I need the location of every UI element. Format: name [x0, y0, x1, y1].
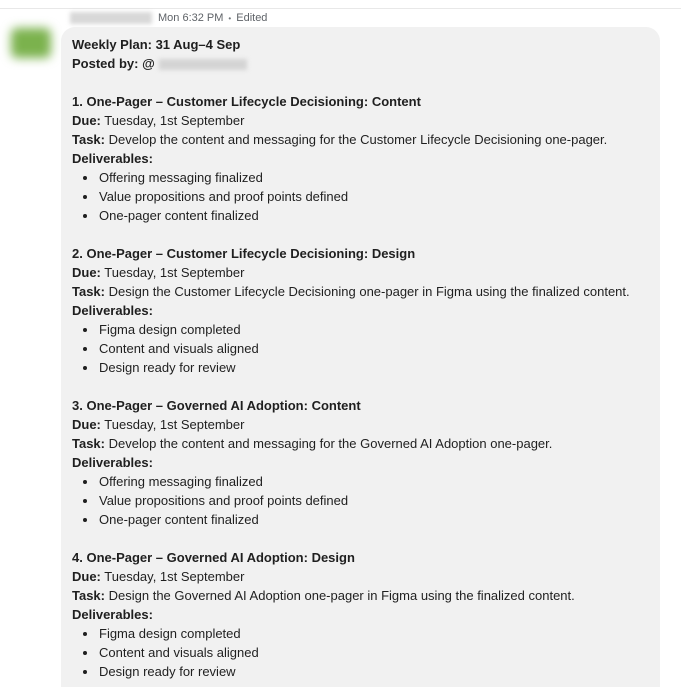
plan-item — [72, 396, 657, 529]
item-due: Due: Tuesday, 1st September — [72, 417, 245, 432]
message-time[interactable]: Mon 6:32 PM — [158, 12, 224, 24]
list-item: Offering messaging finalized — [99, 168, 657, 187]
deliverables-label: Deliverables: — [72, 303, 153, 318]
item-task: Task: Design the Customer Lifecycle Decisioning one-pager in Figma using the finalized content. — [72, 284, 630, 299]
posted-by: Posted by: @ — [72, 54, 657, 73]
item-due: Due: Tuesday, 1st September — [72, 113, 245, 128]
item-task: Task: Develop the content and messaging for the Customer Lifecycle Decisioning one-pager. — [72, 132, 608, 147]
avatar[interactable] — [11, 28, 51, 58]
mention-handle-redacted[interactable] — [159, 59, 247, 70]
item-due: Due: Tuesday, 1st September — [72, 265, 245, 280]
mention[interactable]: @ — [142, 56, 155, 71]
deliverables-list — [72, 320, 657, 377]
deliverables-label: Deliverables: — [72, 151, 153, 166]
edited-label: Edited — [236, 12, 268, 24]
list-item: One-pager content finalized — [99, 510, 657, 529]
list-item: Value propositions and proof points defined — [99, 491, 657, 510]
item-heading: 1. One-Pager – Customer Lifecycle Decisioning: Content — [72, 94, 421, 109]
list-item: Design ready for review — [99, 662, 657, 681]
plan-item — [72, 244, 657, 377]
plan-title: Weekly Plan: 31 Aug–4 Sep — [72, 37, 241, 52]
list-item: Content and visuals aligned — [99, 339, 657, 358]
deliverables-list — [72, 168, 657, 225]
deliverables-list — [72, 472, 657, 529]
list-item: Figma design completed — [99, 320, 657, 339]
top-divider — [0, 0, 681, 9]
item-heading: 2. One-Pager – Customer Lifecycle Decisioning: Design — [72, 246, 416, 261]
message-meta — [70, 11, 267, 25]
list-item: Offering messaging finalized — [99, 472, 657, 491]
list-item: Figma design completed — [99, 624, 657, 643]
message-body — [72, 35, 657, 681]
item-heading: 4. One-Pager – Governed AI Adoption: Design — [72, 550, 355, 565]
plan-item — [72, 92, 657, 225]
item-task: Task: Develop the content and messaging for the Governed AI Adoption one-pager. — [72, 436, 553, 451]
sender-name-redacted[interactable] — [70, 12, 152, 24]
list-item: Design ready for review — [99, 358, 657, 377]
deliverables-label: Deliverables: — [72, 607, 153, 622]
item-task: Task: Design the Governed AI Adoption one-pager in Figma using the finalized content. — [72, 588, 575, 603]
list-item: One-pager content finalized — [99, 206, 657, 225]
meta-separator: • — [228, 13, 232, 23]
list-item: Value propositions and proof points defined — [99, 187, 657, 206]
deliverables-list — [72, 624, 657, 681]
item-due: Due: Tuesday, 1st September — [72, 569, 245, 584]
plan-item — [72, 548, 657, 681]
list-item: Content and visuals aligned — [99, 643, 657, 662]
item-heading: 3. One-Pager – Governed AI Adoption: Content — [72, 398, 361, 413]
deliverables-label: Deliverables: — [72, 455, 153, 470]
